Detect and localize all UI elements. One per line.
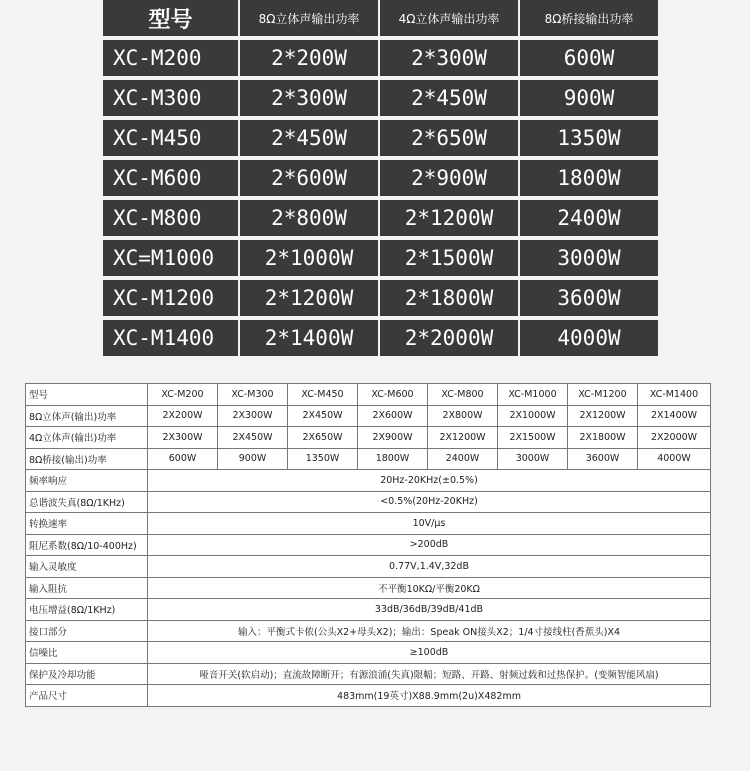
row-label: 电压增益(8Ω/1KHz) bbox=[26, 599, 148, 621]
power-cell: 600W bbox=[520, 40, 658, 76]
model-cell: XC-M450 bbox=[103, 120, 238, 156]
value-cell: 输入：平衡式卡侬(公头X2+母头X2)；输出：Speak ON接头X2；1/4寸接线柱(香蕉头)X4 bbox=[148, 620, 711, 642]
row-label: 型号 bbox=[26, 384, 148, 406]
row-label: 频率响应 bbox=[26, 470, 148, 492]
value-cell: 2X300W bbox=[218, 405, 288, 427]
power-8ohm-column bbox=[240, 0, 378, 367]
power-cell: 900W bbox=[520, 80, 658, 116]
table-row bbox=[26, 427, 711, 449]
value-cell: 2X650W bbox=[288, 427, 358, 449]
value-cell: 2X800W bbox=[428, 405, 498, 427]
row-label: 阻尼系数(8Ω/10-400Hz) bbox=[26, 534, 148, 556]
power-cell: 2*900W bbox=[380, 160, 518, 196]
model-header-cell: XC-M200 bbox=[148, 384, 218, 406]
power-cell: 2*1400W bbox=[240, 320, 378, 356]
power-cell: 1800W bbox=[520, 160, 658, 196]
row-label: 8Ω立体声(输出)功率 bbox=[26, 405, 148, 427]
table-row bbox=[26, 556, 711, 578]
power-cell: 3600W bbox=[520, 280, 658, 316]
row-label: 保护及冷却功能 bbox=[26, 663, 148, 685]
model-column bbox=[103, 0, 238, 367]
row-label: 4Ω立体声(输出)功率 bbox=[26, 427, 148, 449]
value-cell: 不平衡10KΩ/平衡20KΩ bbox=[148, 577, 711, 599]
power-cell: 2*1800W bbox=[380, 280, 518, 316]
table-row bbox=[26, 577, 711, 599]
header-8ohm-stereo: 8Ω立体声输出功率 bbox=[240, 0, 378, 36]
power-cell: 2*200W bbox=[240, 40, 378, 76]
model-cell: XC-M200 bbox=[103, 40, 238, 76]
value-cell: 2X600W bbox=[358, 405, 428, 427]
value-cell: 33dB/36dB/39dB/41dB bbox=[148, 599, 711, 621]
power-cell: 1350W bbox=[520, 120, 658, 156]
table-row bbox=[26, 599, 711, 621]
power-cell: 2*800W bbox=[240, 200, 378, 236]
value-cell: 2X450W bbox=[218, 427, 288, 449]
model-header-cell: XC-M1400 bbox=[638, 384, 711, 406]
value-cell: 0.77V,1.4V,32dB bbox=[148, 556, 711, 578]
model-header-cell: XC-M300 bbox=[218, 384, 288, 406]
model-header-cell: XC-M1000 bbox=[498, 384, 568, 406]
model-header-cell: XC-M800 bbox=[428, 384, 498, 406]
value-cell: 哑音开关(软启动)；直流故障断开；有源浪涌(失真)限幅；短路、开路、射频过载和过热保护。(变频智能风扇) bbox=[148, 663, 711, 685]
row-label: 产品尺寸 bbox=[26, 685, 148, 707]
value-cell: 2X2000W bbox=[638, 427, 711, 449]
header-4ohm-stereo: 4Ω立体声输出功率 bbox=[380, 0, 518, 36]
bridge-column bbox=[520, 0, 658, 367]
value-cell: <0.5%(20Hz-20KHz) bbox=[148, 491, 711, 513]
value-cell: 2X450W bbox=[288, 405, 358, 427]
table-row bbox=[26, 448, 711, 470]
power-cell: 2*450W bbox=[240, 120, 378, 156]
value-cell: >200dB bbox=[148, 534, 711, 556]
power-cell: 2*300W bbox=[240, 80, 378, 116]
value-cell: 483mm(19英寸)X88.9mm(2u)X482mm bbox=[148, 685, 711, 707]
value-cell: 4000W bbox=[638, 448, 711, 470]
value-cell: 2X1400W bbox=[638, 405, 711, 427]
row-label: 输入阻抗 bbox=[26, 577, 148, 599]
power-cell: 2*1000W bbox=[240, 240, 378, 276]
table-row bbox=[26, 663, 711, 685]
value-cell: 2X1200W bbox=[568, 405, 638, 427]
power-cell: 2400W bbox=[520, 200, 658, 236]
table-row bbox=[26, 470, 711, 492]
model-cell: XC-M1400 bbox=[103, 320, 238, 356]
model-cell: XC-M800 bbox=[103, 200, 238, 236]
power-cell: 2*1200W bbox=[240, 280, 378, 316]
value-cell: 20Hz-20KHz(±0.5%) bbox=[148, 470, 711, 492]
table-row bbox=[26, 513, 711, 535]
header-model: 型号 bbox=[103, 0, 238, 36]
row-label: 输入灵敏度 bbox=[26, 556, 148, 578]
spec-table bbox=[25, 383, 711, 707]
value-cell: 10V/µs bbox=[148, 513, 711, 535]
model-cell: XC-M300 bbox=[103, 80, 238, 116]
power-cell: 2*600W bbox=[240, 160, 378, 196]
value-cell: 3600W bbox=[568, 448, 638, 470]
value-cell: 2X900W bbox=[358, 427, 428, 449]
table-row bbox=[26, 685, 711, 707]
value-cell: 2X200W bbox=[148, 405, 218, 427]
power-cell: 2*650W bbox=[380, 120, 518, 156]
row-label: 接口部分 bbox=[26, 620, 148, 642]
row-label: 信噪比 bbox=[26, 642, 148, 664]
power-cell: 2*450W bbox=[380, 80, 518, 116]
value-cell: 2400W bbox=[428, 448, 498, 470]
value-cell: 900W bbox=[218, 448, 288, 470]
table-row bbox=[26, 491, 711, 513]
row-label: 8Ω桥接(输出)功率 bbox=[26, 448, 148, 470]
value-cell: 2X1200W bbox=[428, 427, 498, 449]
power-cell: 3000W bbox=[520, 240, 658, 276]
spec-table-body bbox=[26, 384, 711, 707]
power-cell: 2*300W bbox=[380, 40, 518, 76]
table-row bbox=[26, 405, 711, 427]
power-cell: 4000W bbox=[520, 320, 658, 356]
value-cell: 2X1000W bbox=[498, 405, 568, 427]
row-label: 总谐波失真(8Ω/1KHz) bbox=[26, 491, 148, 513]
model-header-cell: XC-M450 bbox=[288, 384, 358, 406]
power-cell: 2*1200W bbox=[380, 200, 518, 236]
value-cell: 1800W bbox=[358, 448, 428, 470]
power-cell: 2*2000W bbox=[380, 320, 518, 356]
value-cell: 2X300W bbox=[148, 427, 218, 449]
value-cell: 600W bbox=[148, 448, 218, 470]
value-cell: 3000W bbox=[498, 448, 568, 470]
value-cell: ≥100dB bbox=[148, 642, 711, 664]
model-cell: XC-M1200 bbox=[103, 280, 238, 316]
table-row bbox=[26, 642, 711, 664]
value-cell: 2X1800W bbox=[568, 427, 638, 449]
model-header-cell: XC-M1200 bbox=[568, 384, 638, 406]
value-cell: 2X1500W bbox=[498, 427, 568, 449]
row-label: 转换速率 bbox=[26, 513, 148, 535]
model-header-cell: XC-M600 bbox=[358, 384, 428, 406]
table-row bbox=[26, 384, 711, 406]
model-cell: XC-M600 bbox=[103, 160, 238, 196]
header-8ohm-bridge: 8Ω桥接输出功率 bbox=[520, 0, 658, 36]
model-cell: XC=M1000 bbox=[103, 240, 238, 276]
table-row bbox=[26, 534, 711, 556]
value-cell: 1350W bbox=[288, 448, 358, 470]
table-row bbox=[26, 620, 711, 642]
power-4ohm-column bbox=[380, 0, 518, 367]
power-summary-table bbox=[103, 0, 656, 367]
power-cell: 2*1500W bbox=[380, 240, 518, 276]
